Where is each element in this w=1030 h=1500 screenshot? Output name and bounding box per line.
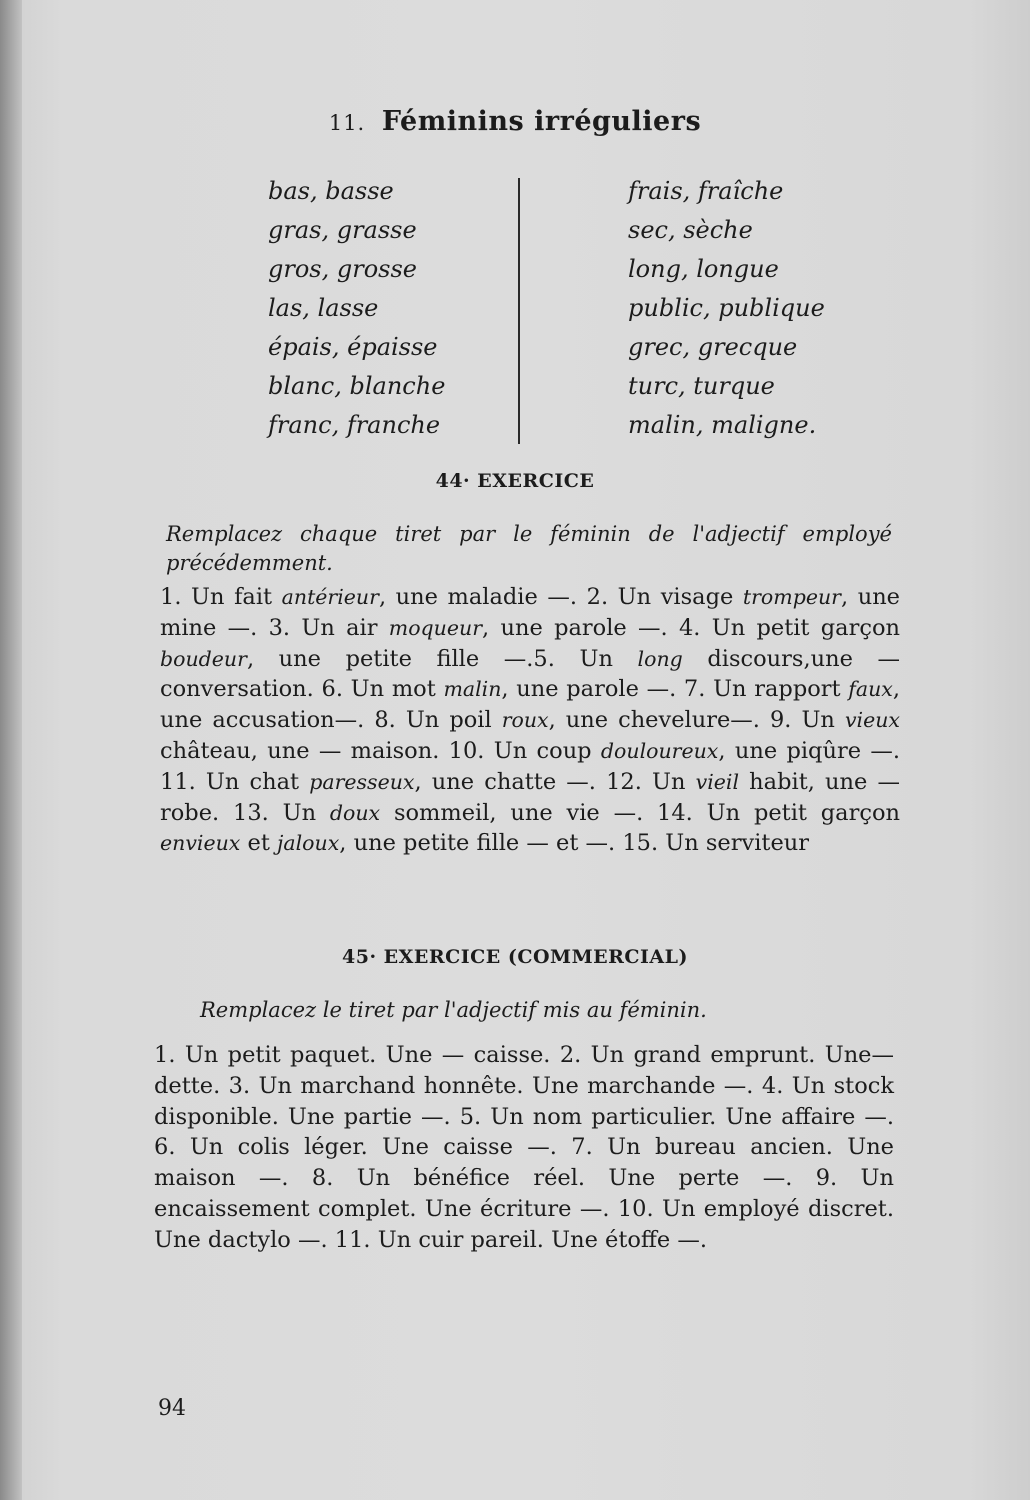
list-item: malin, maligne. [628,411,817,439]
list-item: gros, grosse [268,255,417,283]
list-item: blanc, blanche [268,372,446,400]
list-item: sec, sèche [628,216,753,244]
exercise-45-body: 1. Un petit paquet. Une — caisse. 2. Un grand emprunt. Une—dette. 3. Un marchand honnête. Une marchande —. 4. Un stock disponible. Une partie —. 5. Un nom particulier. Une affaire —. 6. Un colis léger. Une caisse —. 7. Un bureau ancien. Une maison —. 8. Un bénéfice réel. Une perte —. 9. Un encaissement complet. Une écriture —. 10. Un employé discret. Une dactylo —. 11. Un cuir pareil. Une étoffe —. [154,1042,894,1253]
book-spine [0,0,22,1500]
exercise-44-heading: 44· EXERCICE [435,470,595,492]
list-item: turc, turque [628,372,775,400]
section-heading: Féminins irréguliers [381,106,702,137]
exercise-44-body: 1. Un fait antérieur, une maladie —. 2. Un visage trompeur, une mine —. 3. Un air moqueur, une parole —. 4. Un petit garçon boudeur, une petite fille —.5. Un long discours,une — conversation. 6. Un mot malin, une parole —. 7. Un rapport faux, une accusation—. 8. Un poil roux, une chevelure—. 9. Un vieux château, une — maison. 10. Un coup douloureux, une piqûre —. 11. Un chat paresseux, une chatte —. 12. Un vieil habit, une — robe. 13. Un doux sommeil, une vie —. 14. Un petit garçon envieux et jaloux, une petite fille — et —. 15. Un serviteur [160,584,901,857]
exercise-45-heading: 45· EXERCICE (COMMERCIAL) [342,946,688,968]
exercise-44-instruction: Remplacez chaque tiret par le féminin de l'adjectif employé précédemment. [166,522,892,575]
list-item: frais, fraîche [628,177,784,205]
list-item: gras, grasse [268,216,417,244]
list-item: las, lasse [268,294,379,322]
left-adjective-column [268,172,445,445]
list-item: grec, grecque [628,333,798,361]
column-divider [518,178,520,444]
list-item: bas, basse [268,177,394,205]
exercise-45-instruction: Remplacez le tiret par l'adjectif mis au féminin. [200,998,707,1022]
right-adjective-column [628,172,825,445]
list-item: épais, épaisse [268,333,438,361]
list-item: long, longue [628,255,779,283]
section-title [0,106,1030,137]
section-number: 11. [328,111,366,135]
list-item: franc, franche [268,411,441,439]
list-item: public, publique [628,294,825,322]
page-number: 94 [158,1396,186,1421]
